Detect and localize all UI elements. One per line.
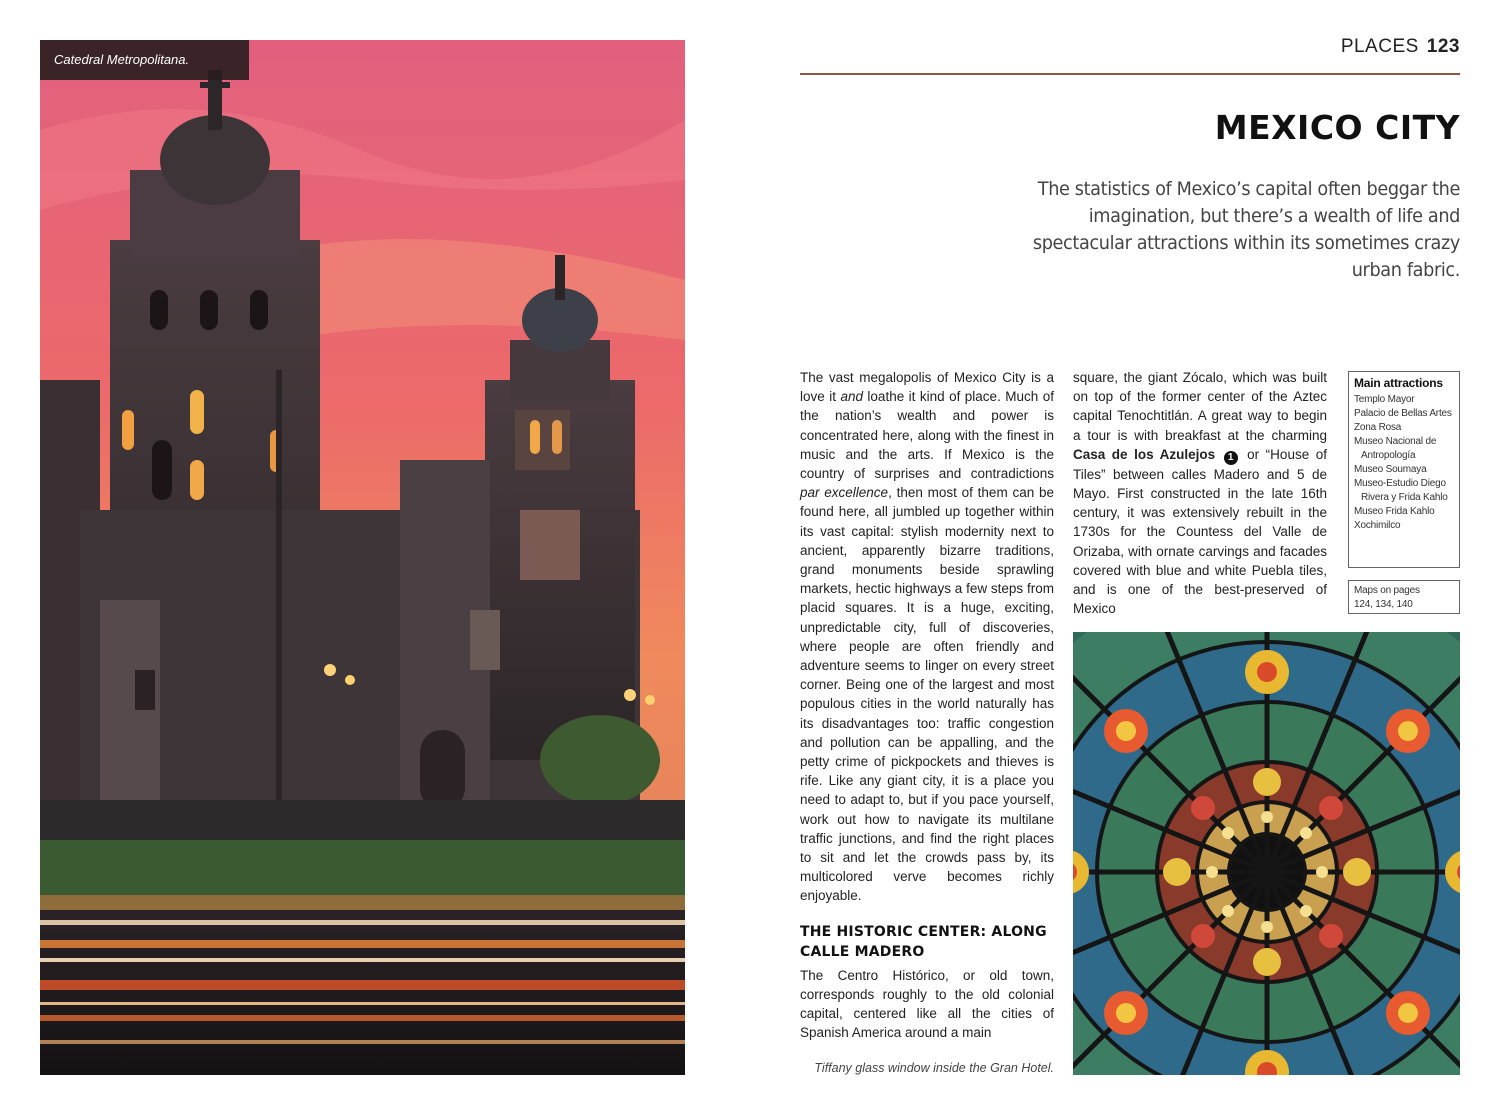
- main-attractions-title: Main attractions: [1354, 376, 1443, 390]
- photo-caption-badge: Catedral Metropolitana.: [40, 40, 249, 80]
- body-paragraph-3: square, the giant Zócalo, which was built on top of the former center of the Aztec capital Tenochtitlán. A great way to begin a tour is with breakfast at the charming Casa de los Azulejos 1 or “House of Tiles” between calles Madero and 5 de Mayo. First constructed in the late 16th century, it was extensively rebuilt in the 1730s for the Countess del Valle de Orizaba, with ornate carvings and facades covered with blue and white Puebla tiles, and is one of the best-preserved of Mexico: [1073, 370, 1327, 617]
- section-label: PLACES: [1340, 36, 1419, 57]
- body-column-1: [800, 368, 1054, 1043]
- attractions-list: [1354, 393, 1454, 533]
- attraction-item: Xochimilco: [1354, 520, 1401, 531]
- attraction-item: Palacio de Bellas Artes: [1354, 408, 1452, 419]
- intro-text: The statistics of Mexico’s capital often beggar the imagination, but there’s a wealth of life and spectacular attractions within its sometimes crazy urban fabric.: [1032, 178, 1460, 281]
- tiffany-window-caption: Tiffany glass window inside the Gran Hotel.: [814, 1061, 1054, 1075]
- maps-reference-box: [1348, 580, 1460, 614]
- page-title: MEXICO CITY: [1214, 108, 1460, 147]
- cathedral-photo: [40, 40, 685, 1075]
- poi-name: Casa de los Azulejos: [1073, 446, 1216, 462]
- main-attractions-box: [1348, 371, 1460, 568]
- page-number: 123: [1426, 36, 1460, 57]
- header-rule: [800, 73, 1460, 75]
- maps-label: Maps on pages: [1354, 585, 1420, 596]
- attraction-item: Templo Mayor: [1354, 394, 1415, 405]
- poi-marker: 1: [1224, 451, 1238, 465]
- attraction-item: Museo Nacional de Antropología: [1354, 436, 1437, 461]
- attraction-item: Zona Rosa: [1354, 422, 1402, 433]
- section-subhead: THE HISTORIC CENTER: ALONG CALLE MADERO: [800, 923, 1047, 960]
- maps-pages: 124, 134, 140: [1354, 599, 1413, 610]
- attraction-item: Museo Soumaya: [1354, 464, 1427, 475]
- body-column-2: [1073, 368, 1327, 618]
- attraction-item: Museo-Estudio Diego Rivera y Frida Kahlo: [1354, 478, 1448, 503]
- body-paragraph-1: The vast megalopolis of Mexico City is a love it and loathe it kind of place. Much of the nation’s wealth and power is concentrated here, along with the finest in music and the arts. If Mexico is the country of surprises and contradictions par excellence, then most of them can be found here, all jumbled up together within its vast capital: stylish modernity next to ancient, apparently bizarre traditions, grand monuments beside sprawling markets, hectic highways a few steps from placid squares. It is a huge, exciting, unpredictable city, full of discoveries, where people are often friendly and adventure seems to linger on every street corner. Being one of the largest and most populous cities in the world naturally has its disadvantages too: traffic congestion and pollution can be appalling, and the petty crime of pickpockets and thieves is rife. Like any giant city, it is a place you need to adapt to, but if you pace yourself, work out how to navigate its multilane traffic junctions, and find the right places to sit and let the crowds pass by, its multicolored verve becomes richly enjoyable.: [800, 370, 1054, 904]
- tiffany-window-photo: [1073, 632, 1460, 1075]
- body-paragraph-2: The Centro Histórico, or old town, corresponds roughly to the old colonial capital, centered like all the cities of Spanish America around a main: [800, 967, 1054, 1041]
- attraction-item: Museo Frida Kahlo: [1354, 506, 1435, 517]
- running-head: [1341, 36, 1460, 58]
